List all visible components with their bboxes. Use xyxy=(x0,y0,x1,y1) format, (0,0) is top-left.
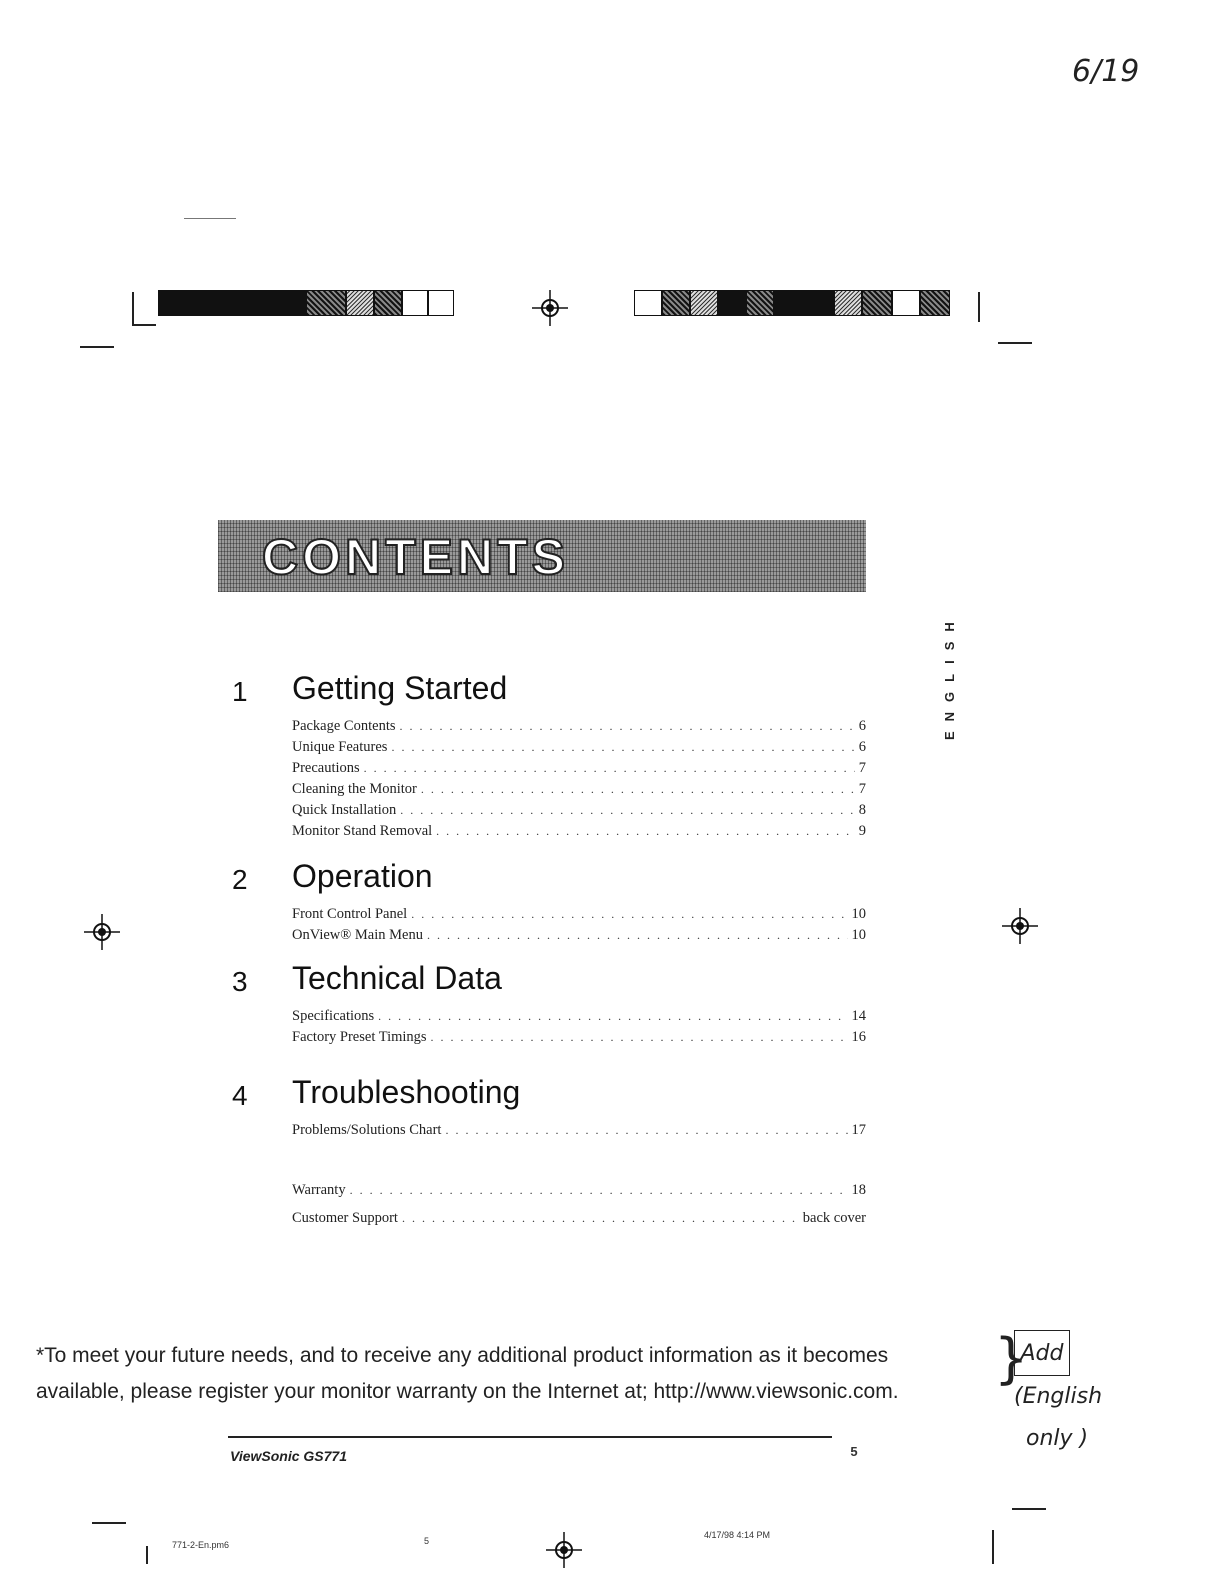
toc-entry-label: Package Contents xyxy=(292,718,396,734)
toc-chapter xyxy=(232,1074,872,1144)
leader-dots xyxy=(400,716,855,737)
crop-mark xyxy=(998,342,1032,344)
toc-entries xyxy=(292,1006,866,1048)
leader-dots xyxy=(400,800,854,821)
chapter-title: Troubleshooting xyxy=(292,1074,521,1110)
toc-entry[interactable] xyxy=(292,1120,866,1141)
language-tab: ENGLISH xyxy=(942,612,957,740)
crop-mark xyxy=(92,1522,126,1524)
toc-entry-label: Precautions xyxy=(292,760,360,776)
toc-chapter xyxy=(232,960,872,1050)
registration-mark-icon xyxy=(546,1532,582,1568)
toc-entry-page: 10 xyxy=(851,906,866,922)
registration-mark-icon xyxy=(84,914,120,950)
toc-entries xyxy=(292,904,866,946)
toc-entry-label: Monitor Stand Removal xyxy=(292,823,433,839)
leader-dots xyxy=(421,779,855,800)
toc-entry-label: OnView® Main Menu xyxy=(292,927,423,943)
toc-entry[interactable] xyxy=(292,779,866,800)
toc-extra xyxy=(232,1144,872,1234)
toc-entry-page: 10 xyxy=(851,927,866,943)
crop-mark xyxy=(992,1530,994,1564)
toc-entry-label: Unique Features xyxy=(292,739,388,755)
bar-segment xyxy=(402,290,428,316)
toc-entry-page: 18 xyxy=(851,1182,866,1198)
bar-segment xyxy=(718,290,746,316)
leader-dots xyxy=(411,904,847,925)
toc-entry[interactable] xyxy=(292,904,866,925)
footnote-line: available, please register your monitor warranty on the Internet at; http://www.viewsonic.com. xyxy=(36,1380,899,1403)
bar-segment xyxy=(158,290,276,316)
toc-entry-page: 8 xyxy=(858,802,866,818)
contents-banner xyxy=(218,520,866,592)
toc-entry[interactable] xyxy=(292,1180,866,1208)
toc-entry[interactable] xyxy=(292,925,866,946)
crop-mark xyxy=(132,324,156,326)
leader-dots xyxy=(364,758,855,779)
footer-page-number: 5 xyxy=(850,1443,858,1459)
registration-mark-icon xyxy=(1002,908,1038,944)
footer-model: ViewSonic GS771 xyxy=(230,1448,347,1464)
toc-entry-label: Customer Support xyxy=(292,1210,398,1226)
bar-segment xyxy=(346,290,374,316)
chapter-number: 4 xyxy=(232,1080,248,1111)
bar-segment xyxy=(662,290,690,316)
toc-entry-page: back cover xyxy=(802,1210,866,1226)
slug-page: 5 xyxy=(424,1536,430,1546)
bar-segment xyxy=(834,290,862,316)
brace-mark: } xyxy=(994,1327,1029,1390)
toc-entry[interactable] xyxy=(292,1208,866,1229)
chapter-number: 3 xyxy=(232,966,248,997)
bar-segment xyxy=(276,290,306,316)
bar-segment xyxy=(862,290,892,316)
toc-entry-label: Specifications xyxy=(292,1008,375,1024)
leader-dots xyxy=(391,737,854,758)
leader-dots xyxy=(427,925,848,946)
toc-entry-page: 17 xyxy=(851,1122,866,1138)
slug-timestamp: 4/17/98 4:14 PM xyxy=(704,1530,771,1540)
bar-segment xyxy=(746,290,774,316)
color-bar-right xyxy=(634,290,950,316)
leader-dots xyxy=(402,1208,799,1229)
toc-entries xyxy=(292,1180,866,1229)
bar-segment xyxy=(428,290,454,316)
toc-entry-page: 6 xyxy=(858,718,866,734)
handwritten-note: only ) xyxy=(1026,1426,1089,1451)
toc-entry[interactable] xyxy=(292,716,866,737)
toc-entry-label: Front Control Panel xyxy=(292,906,408,922)
crop-mark xyxy=(80,346,114,348)
toc-entry[interactable] xyxy=(292,1027,866,1048)
toc-entry-label: Cleaning the Monitor xyxy=(292,781,417,797)
toc-entry-label: Problems/Solutions Chart xyxy=(292,1122,442,1138)
toc-entry-page: 14 xyxy=(851,1008,866,1024)
bar-segment xyxy=(892,290,920,316)
banner-title: CONTENTS xyxy=(262,529,569,585)
toc-entry-page: 7 xyxy=(858,781,866,797)
handwritten-add-box: Add xyxy=(1014,1330,1070,1376)
leader-dots xyxy=(350,1180,848,1201)
toc-entries xyxy=(292,716,866,842)
registration-footnote xyxy=(36,1338,996,1410)
toc-entry[interactable] xyxy=(292,821,866,842)
color-bar-left xyxy=(158,290,464,316)
crop-mark xyxy=(978,292,980,322)
bar-segment xyxy=(634,290,662,316)
toc-entry-page: 16 xyxy=(851,1029,866,1045)
toc-entry[interactable] xyxy=(292,758,866,779)
bar-segment xyxy=(920,290,950,316)
leader-dots xyxy=(378,1006,847,1027)
page-count-note: 6/19 xyxy=(1072,54,1140,89)
toc-entry[interactable] xyxy=(292,1006,866,1027)
leader-dots xyxy=(445,1120,847,1141)
leader-dots xyxy=(436,821,855,842)
crop-mark xyxy=(1012,1508,1046,1510)
toc-entry-page: 9 xyxy=(858,823,866,839)
toc-chapter xyxy=(232,670,872,846)
bar-segment xyxy=(374,290,402,316)
footer-rule xyxy=(228,1436,832,1438)
toc-chapter xyxy=(232,858,872,948)
toc-entry-label: Factory Preset Timings xyxy=(292,1029,427,1045)
toc-entry-page: 6 xyxy=(858,739,866,755)
slug-file: 771-2-En.pm6 xyxy=(172,1540,230,1550)
chapter-title: Operation xyxy=(292,858,433,894)
crop-mark xyxy=(132,292,134,326)
chapter-number: 2 xyxy=(232,864,248,895)
chapter-number: 1 xyxy=(232,676,248,707)
bar-segment xyxy=(690,290,718,316)
toc-entry-label: Quick Installation xyxy=(292,802,397,818)
registration-mark-icon xyxy=(532,290,568,326)
toc-entry-page: 7 xyxy=(858,760,866,776)
toc-entry[interactable] xyxy=(292,737,866,758)
footnote-line: *To meet your future needs, and to receive any additional product information as it becomes xyxy=(36,1344,889,1367)
bar-segment xyxy=(774,290,834,316)
toc-entry-label: Warranty xyxy=(292,1182,346,1198)
crop-mark xyxy=(184,218,236,219)
handwritten-note: (English xyxy=(1014,1384,1103,1409)
toc-entries xyxy=(292,1120,866,1141)
toc-entry[interactable] xyxy=(292,800,866,821)
chapter-title: Getting Started xyxy=(292,670,508,706)
chapter-title: Technical Data xyxy=(292,960,502,996)
bar-segment xyxy=(306,290,346,316)
leader-dots xyxy=(431,1027,848,1048)
crop-mark xyxy=(146,1546,148,1564)
